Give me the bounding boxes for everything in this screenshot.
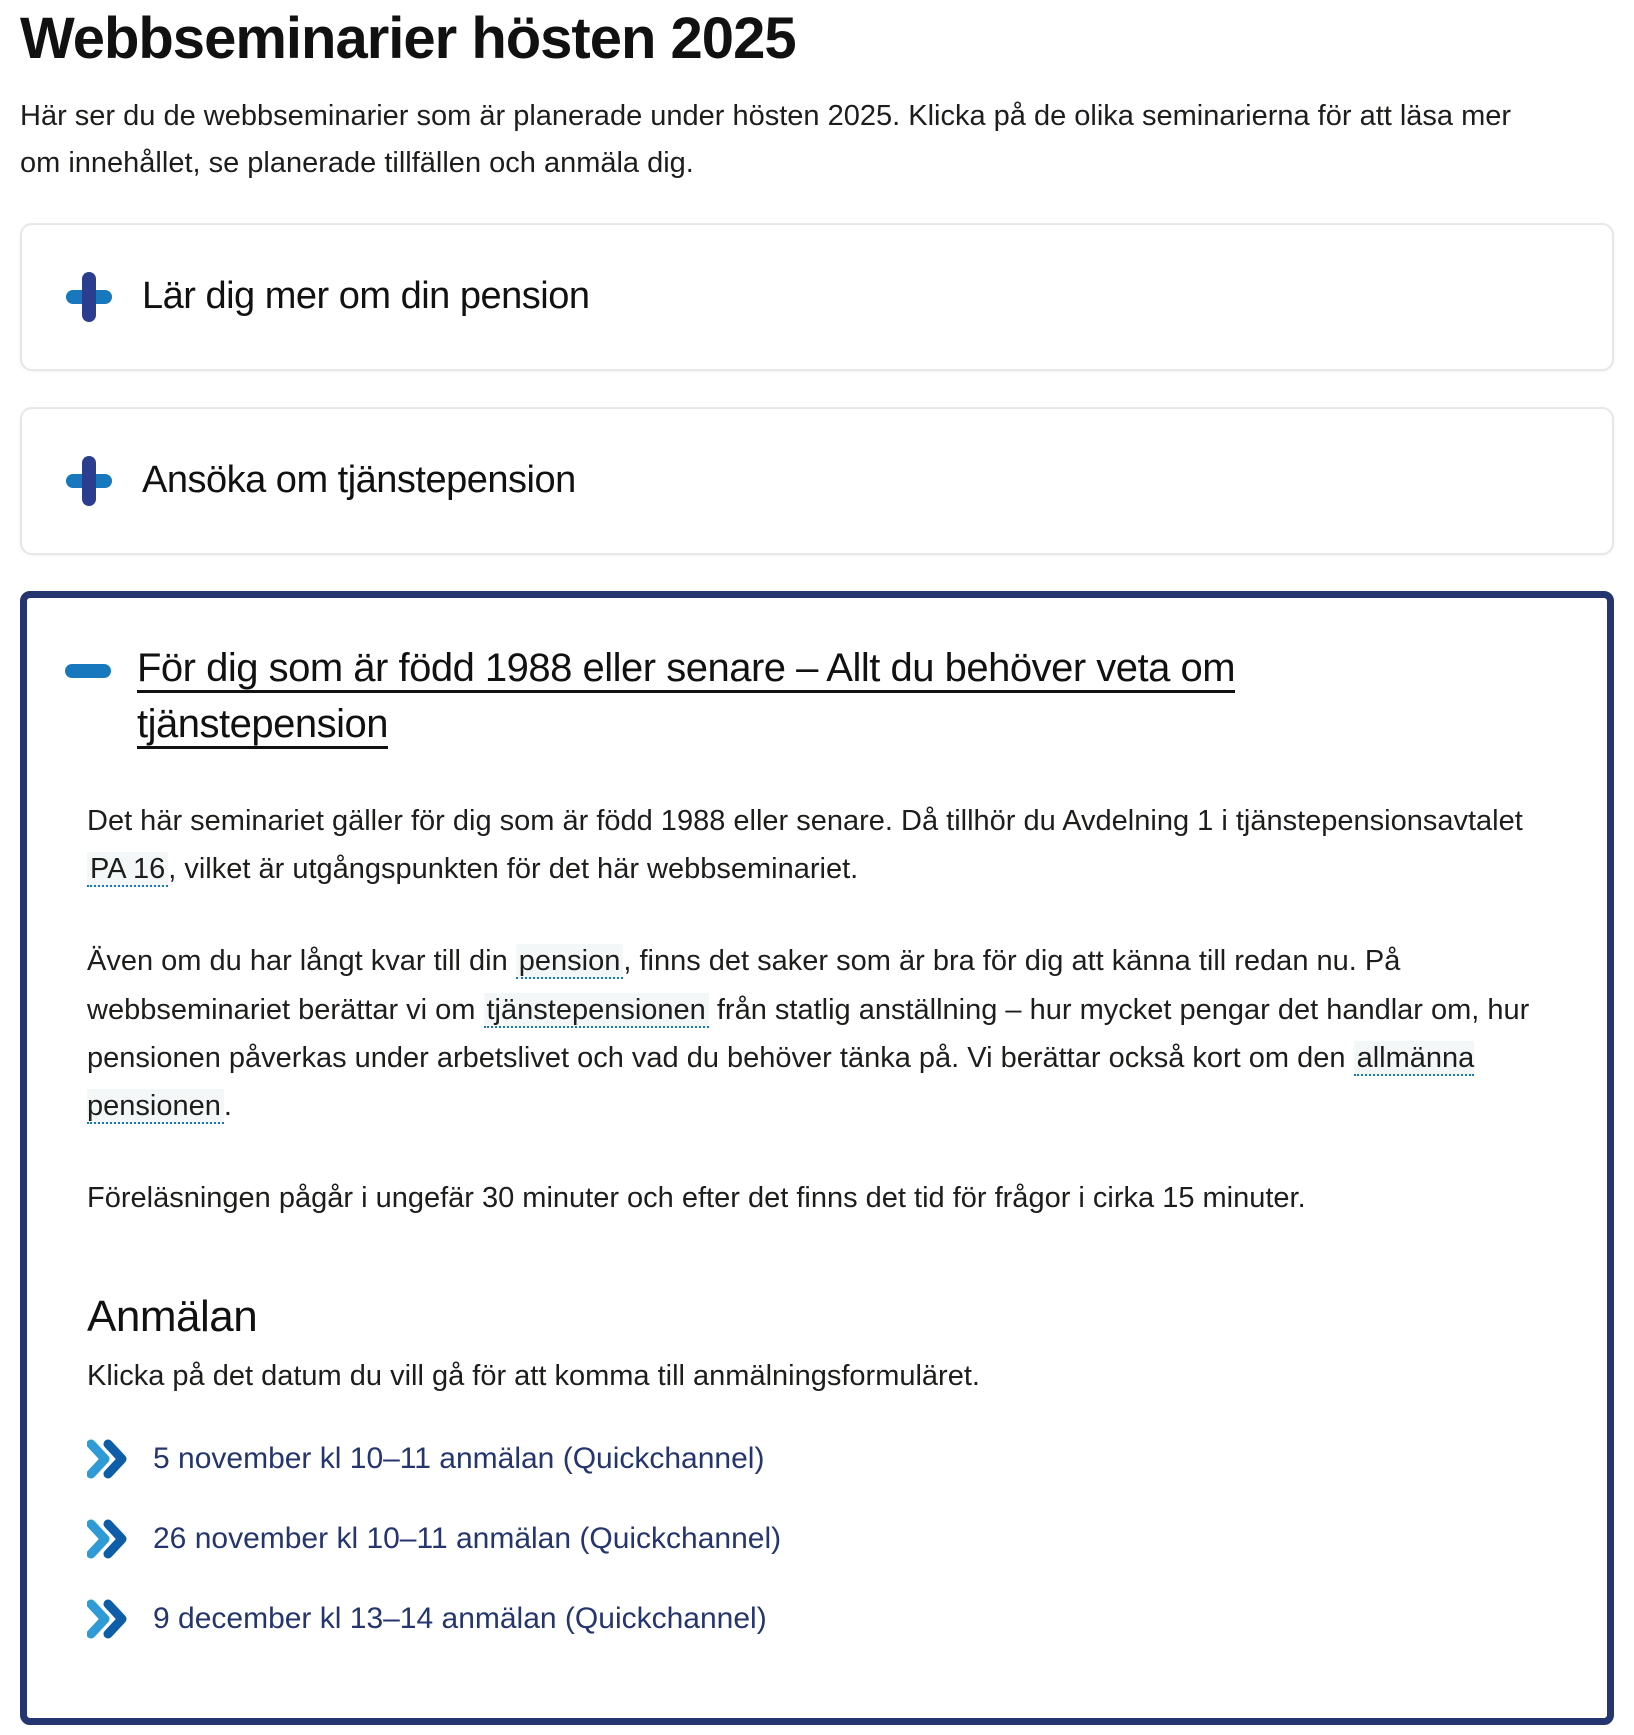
page-intro: Här ser du de webbseminarier som är planerade under hösten 2025. Klicka på de olika seminarierna för att läsa mer om innehållet, se planerade tillfällen och anmäla dig. (20, 99, 1512, 179)
accordion-expanded-body (65, 797, 1567, 1640)
accordion-label: Ansöka om tjänstepension (142, 459, 576, 502)
plus-icon-vertical-bar (82, 456, 96, 506)
signup-heading: Anmälan (87, 1292, 258, 1342)
signup-link-label: 26 november kl 10–11 anmälan (Quickchannel) (153, 1522, 782, 1556)
paragraph-text: . (223, 1089, 232, 1122)
allmanna-pensionen-term-link[interactable]: allmänna pensionen (87, 1041, 1475, 1122)
pa16-term-link[interactable]: PA 16 (87, 852, 168, 887)
double-chevron-right-icon (87, 1518, 129, 1560)
plus-icon (66, 272, 112, 322)
seminar-paragraph-2 (65, 937, 1535, 1130)
signup-link-label: 9 december kl 13–14 anmälan (Quickchannel) (153, 1602, 767, 1636)
paragraph-text: Det här seminariet gäller för dig som är född 1988 eller senare. Då tillhör du Avdelning 1 i tjänstepensionsavtalet (87, 805, 1523, 838)
accordion-label: Lär dig mer om din pension (142, 275, 590, 318)
double-chevron-right-icon (87, 1438, 129, 1480)
accordion-lar-dig-mer-om-din-pension[interactable] (20, 223, 1614, 371)
signup-instruction: Klicka på det datum du vill gå för att komma till anmälningsformuläret. (87, 1360, 980, 1393)
double-chevron-right-icon (87, 1598, 129, 1640)
signup-link-label: 5 november kl 10–11 anmälan (Quickchannel) (153, 1442, 765, 1476)
signup-link-26-november[interactable] (87, 1518, 781, 1560)
paragraph-text: Även om du har långt kvar till din (87, 945, 516, 978)
tjanstepensionen-term-link[interactable]: tjänstepensionen (484, 993, 709, 1028)
plus-icon (66, 456, 112, 506)
paragraph-text: , finns det saker som är bra för dig att känna till redan nu. På webbseminariet berättar vi om (87, 945, 1401, 1026)
seminar-paragraph-3: Föreläsningen pågår i ungefär 30 minuter och efter det finns det tid för frågor i cirka 15 minuter. (87, 1181, 1306, 1214)
signup-link-9-december[interactable] (87, 1598, 767, 1640)
accordion-expanded-header[interactable] (65, 640, 1567, 754)
pension-term-link[interactable]: pension (516, 944, 624, 979)
minus-icon (65, 664, 111, 678)
signup-links (65, 1438, 1567, 1640)
paragraph-text: , vilket är utgångspunkten för det här webbseminariet. (168, 853, 859, 886)
plus-icon-vertical-bar (82, 272, 96, 322)
page-title: Webbseminarier hösten 2025 (20, 6, 796, 71)
accordion-ansoka-om-tjanstepension[interactable] (20, 407, 1614, 555)
paragraph-text: från statlig anställning – hur mycket pengar det handlar om, hur pensionen påverkas under arbetslivet och vad du behöver tänka på. Vi berättar också kort om den (87, 993, 1530, 1074)
signup-link-5-november[interactable] (87, 1438, 764, 1480)
accordion-expanded-title[interactable]: För dig som är född 1988 eller senare – Allt du behöver veta om tjänstepension (137, 645, 1236, 747)
accordion-fodd-1988-expanded (20, 591, 1614, 1726)
seminar-paragraph-1 (65, 797, 1535, 893)
